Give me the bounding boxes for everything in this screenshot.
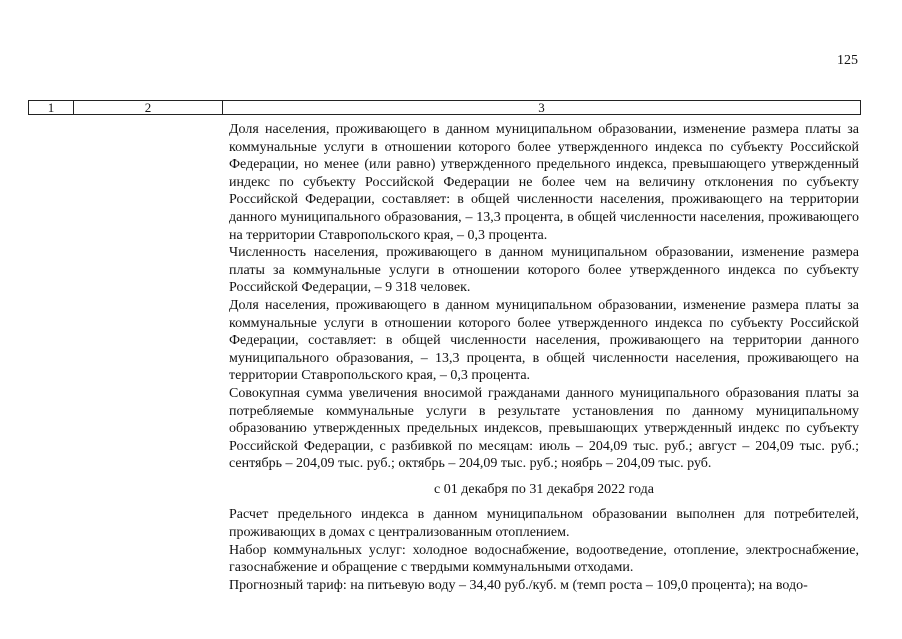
paragraph-share-population-indexed: Доля населения, проживающего в данном муниципальном образовании, изменение размера платы за коммунальные услуги в отношении которого более утвержденного индекса по субъекту Российской Федерации, но менее (или равно) утвержденного предельного индекса, превышающего утвержденный индекс по субъекту Российской Федерации не более чем на величину отклонения по субъекту Российской Федерации, составляет: в общей численности населения, проживающего на территории данного муниципального образования, – 13,3 процента, в общей численности населения, проживающего на территории Ставропольского края, – 0,3 процента. [229,122,859,243]
paragraph-utility-services-set: Набор коммунальных услуг: холодное водоснабжение, водоотведение, отопление, электроснабжение, газоснабжение и обращение с твердыми коммунальными отходами. [229,542,859,576]
column-number-2: 2 [74,101,223,114]
paragraph-forecast-tariff: Прогнозный тариф: на питьевую воду – 34,40 руб./куб. м (темп роста – 109,0 процента); на водо- [229,577,808,593]
document-body [229,121,859,594]
section-heading-december: с 01 декабря по 31 декабря 2022 года [434,481,654,497]
paragraph-share-population: Доля населения, проживающего в данном муниципальном образовании, изменение размера платы за коммунальные услуги в отношении которого более утвержденного индекса по субъекту Российской Федерации, составляет: в общей численности населения, проживающего на территории данного муниципального образования, – 13,3 процента, в общей численности населения, проживающего на территории Ставропольского края, – 0,3 процента. [229,297,859,384]
paragraph-total-increase-amount: Совокупная сумма увеличения вносимой гражданами данного муниципального образования платы за потребляемые коммунальные услуги в результате установления по данному муниципальному образованию утвержденных предельных индексов, превышающих утвержденный индекс по субъекту Российской Федерации, с разбивкой по месяцам: июль – 204,09 тыс. руб.; август – 204,09 тыс. руб.; сентябрь – 204,09 тыс. руб.; октябрь – 204,09 тыс. руб.; ноябрь – 204,09 тыс. руб. [229,385,859,472]
paragraph-index-calculation: Расчет предельного индекса в данном муниципальном образовании выполнен для потребителей, проживающих в домах с централизованным отоплением. [229,507,859,541]
table-column-header-row [28,100,861,115]
column-number-1: 1 [29,101,74,114]
page-number: 125 [837,53,858,68]
paragraph-population-count: Численность населения, проживающего в данном муниципальном образовании, изменение размера платы за коммунальные услуги в отношении которого более утвержденного индекса по субъекту Российской Федерации, – 9 318 человек. [229,245,859,296]
column-number-3: 3 [538,100,545,115]
